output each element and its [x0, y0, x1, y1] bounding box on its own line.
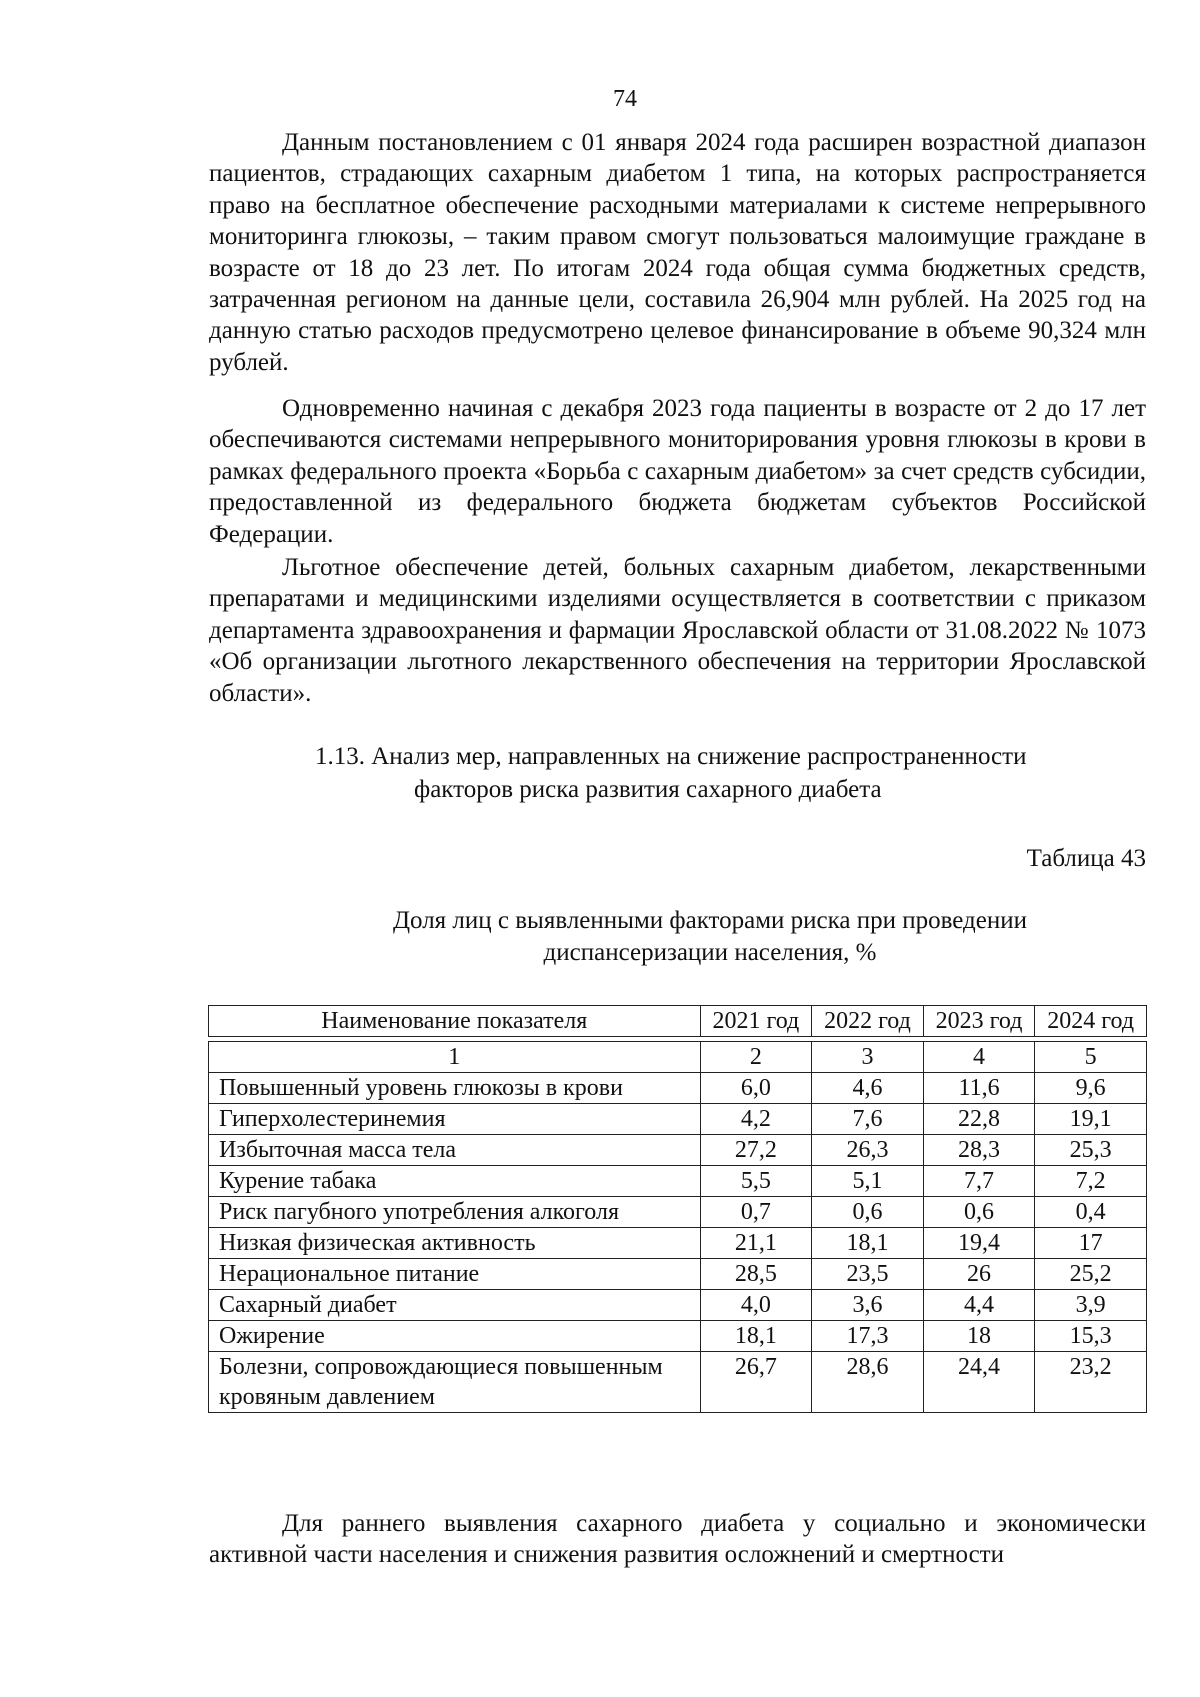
indicator-name-cell: Повышенный уровень глюкозы в крови — [209, 1073, 701, 1104]
value-cell: 28,3 — [923, 1135, 1035, 1166]
column-number: 2 — [700, 1042, 812, 1073]
value-cell: 7,6 — [812, 1104, 924, 1135]
table-row — [209, 1135, 1147, 1166]
table-row — [209, 1290, 1147, 1321]
table-row — [209, 1352, 1147, 1413]
indicator-name-cell: Курение табака — [209, 1166, 701, 1197]
table-row — [209, 1073, 1147, 1104]
table-header-row — [209, 1006, 1147, 1037]
value-cell: 25,3 — [1035, 1135, 1147, 1166]
value-cell: 6,0 — [700, 1073, 812, 1104]
value-cell: 19,4 — [923, 1228, 1035, 1259]
column-number: 1 — [209, 1042, 701, 1073]
indicator-name-cell: Риск пагубного употребления алкоголя — [209, 1197, 701, 1228]
value-cell: 0,6 — [923, 1197, 1035, 1228]
table-row — [209, 1197, 1147, 1228]
value-cell: 0,4 — [1035, 1197, 1147, 1228]
value-cell: 22,8 — [923, 1104, 1035, 1135]
value-cell: 3,6 — [812, 1290, 924, 1321]
value-cell: 26,3 — [812, 1135, 924, 1166]
value-cell: 0,7 — [700, 1197, 812, 1228]
header-2023: 2023 год — [923, 1006, 1035, 1037]
column-number: 3 — [812, 1042, 924, 1073]
indicator-name-cell: Избыточная масса тела — [209, 1135, 701, 1166]
value-cell: 25,2 — [1035, 1259, 1147, 1290]
section-heading-line2: факторов риска развития сахарного диабета — [414, 776, 882, 803]
column-number: 4 — [923, 1042, 1035, 1073]
value-cell: 23,2 — [1035, 1352, 1147, 1413]
section-heading-line1: 1.13. Анализ мер, направленных на снижение распространенности — [315, 743, 1027, 770]
indicator-name-cell: Низкая физическая активность — [209, 1228, 701, 1259]
indicator-name-cell: Болезни, сопровождающиеся повышенным кровяным давлением — [209, 1352, 701, 1413]
paragraph-1: Данным постановлением с 01 января 2024 года расширен возрастной диапазон пациентов, страдающих сахарным диабетом 1 типа, на которых распространяется право на бесплатное обеспечение расходными материалами к системе непрерывного мониторинга глюкозы, – таким правом смогут пользоваться малоимущие граждане в возрасте от 18 до 23 лет. По итогам 2024 года общая сумма бюджетных средств, затраченная регионом на данные цели, составила 26,904 млн рублей. На 2025 год на данную статью расходов предусмотрено целевое финансирование в объеме 90,324 млн рублей. — [209, 129, 1146, 376]
value-cell: 26 — [923, 1259, 1035, 1290]
table-row — [209, 1228, 1147, 1259]
table-row — [209, 1259, 1147, 1290]
value-cell: 7,2 — [1035, 1166, 1147, 1197]
value-cell: 0,6 — [812, 1197, 924, 1228]
column-number: 5 — [1035, 1042, 1147, 1073]
closing-paragraph: Для раннего выявления сахарного диабета у социально и экономически активной части населения и снижения развития осложнений и смертности — [209, 1510, 1146, 1569]
table-row — [209, 1321, 1147, 1352]
table-title: Доля лиц с выявленными факторами риска при проведении диспансеризации населения, % — [392, 907, 1028, 966]
header-2022: 2022 год — [812, 1006, 924, 1037]
value-cell: 19,1 — [1035, 1104, 1147, 1135]
header-2021: 2021 год — [700, 1006, 812, 1037]
value-cell: 4,4 — [923, 1290, 1035, 1321]
value-cell: 27,2 — [700, 1135, 812, 1166]
indicator-name-cell: Гиперхолестеринемия — [209, 1104, 701, 1135]
paragraph-2: Одновременно начиная с декабря 2023 года пациенты в возрасте от 2 до 17 лет обеспечиваются системами непрерывного мониторирования уровня глюкозы в крови в рамках федерального проекта «Борьба с сахарным диабетом» за счет средств субсидии, предоставленной из федерального бюджета бюджетам субъектов Российской Федерации. — [209, 395, 1146, 548]
page-number: 74 — [613, 86, 637, 112]
value-cell: 5,1 — [812, 1166, 924, 1197]
value-cell: 3,9 — [1035, 1290, 1147, 1321]
value-cell: 4,0 — [700, 1290, 812, 1321]
value-cell: 15,3 — [1035, 1321, 1147, 1352]
value-cell: 9,6 — [1035, 1073, 1147, 1104]
value-cell: 24,4 — [923, 1352, 1035, 1413]
value-cell: 4,2 — [700, 1104, 812, 1135]
indicator-name-cell: Сахарный диабет — [209, 1290, 701, 1321]
value-cell: 17,3 — [812, 1321, 924, 1352]
table-row — [209, 1166, 1147, 1197]
value-cell: 18 — [923, 1321, 1035, 1352]
header-2024: 2024 год — [1035, 1006, 1147, 1037]
header-indicator-name: Наименование показателя — [209, 1006, 701, 1037]
value-cell: 4,6 — [812, 1073, 924, 1104]
risk-factors-table — [208, 1005, 1147, 1413]
table-row — [209, 1104, 1147, 1135]
value-cell: 26,7 — [700, 1352, 812, 1413]
value-cell: 11,6 — [923, 1073, 1035, 1104]
value-cell: 7,7 — [923, 1166, 1035, 1197]
indicator-name-cell: Ожирение — [209, 1321, 701, 1352]
value-cell: 28,6 — [812, 1352, 924, 1413]
value-cell: 17 — [1035, 1228, 1147, 1259]
table-label: Таблица 43 — [1026, 845, 1146, 872]
column-number-row — [209, 1042, 1147, 1073]
paragraph-3: Льготное обеспечение детей, больных сахарным диабетом, лекарственными препаратами и медицинскими изделиями осуществляется в соответствии с приказом департамента здравоохранения и фармации Ярославской области от 31.08.2022 № 1073 «Об организации льготного лекарственного обеспечения на территории Ярославской области». — [209, 554, 1146, 707]
value-cell: 23,5 — [812, 1259, 924, 1290]
value-cell: 18,1 — [812, 1228, 924, 1259]
value-cell: 21,1 — [700, 1228, 812, 1259]
indicator-name-cell: Нерациональное питание — [209, 1259, 701, 1290]
value-cell: 5,5 — [700, 1166, 812, 1197]
value-cell: 28,5 — [700, 1259, 812, 1290]
table-body — [209, 1037, 1147, 1413]
value-cell: 18,1 — [700, 1321, 812, 1352]
